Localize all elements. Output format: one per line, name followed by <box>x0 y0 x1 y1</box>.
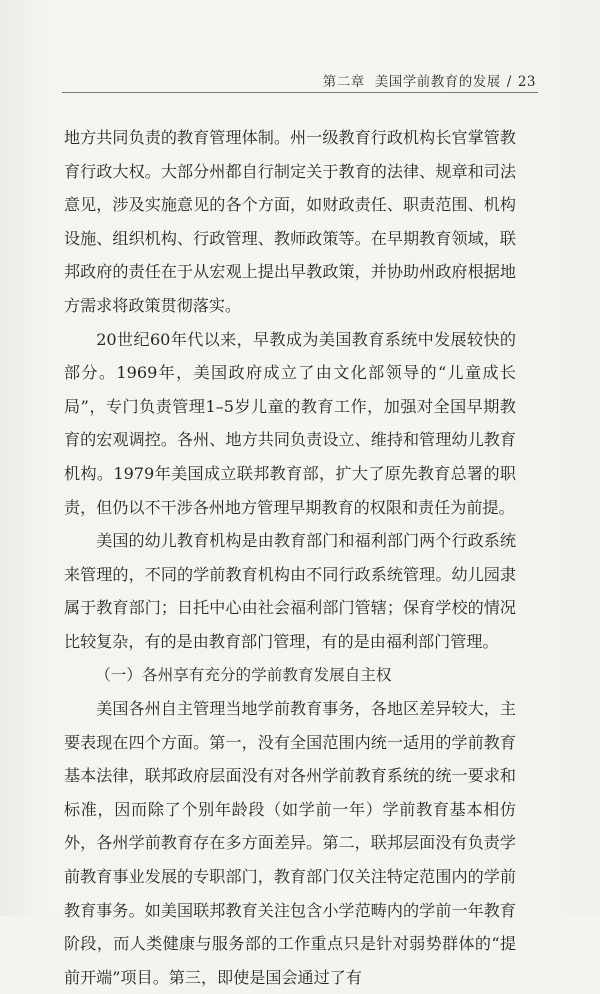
running-header <box>0 70 536 90</box>
header-rule <box>62 92 538 93</box>
paragraph-1: 地方共同负责的教育管理体制。州一级教育行政机构长官掌管教育行政大权。大部分州都自行制定关于教育的法律、规章和司法意见，涉及实施意见的各个方面，如财政责任、职责范围、机构设施、组织机构、行政管理、教师政策等。在早期教育领域，联邦政府的责任在于从宏观上提出早教政策，并协助州政府根据地方需求将政策贯彻落实。 <box>64 128 516 315</box>
body-text <box>64 121 516 994</box>
header-separator: / <box>506 74 512 90</box>
paragraph-3: 美国的幼儿教育机构是由教育部门和福利部门两个行政系统来管理的，不同的学前教育机构由不同行政系统管理。幼儿园隶属于教育部门；日托中心由社会福利部门管辖；保育学校的情况比较复杂，有的是由教育部门管理，有的是由福利部门管理。 <box>64 531 516 651</box>
section-heading: （一）各州享有充分的学前教育发展自主权 <box>95 665 392 684</box>
paragraph-2: 20世纪60年代以来，早教成为美国教育系统中发展较快的部分。1969年，美国政府成立了由文化部领导的“儿童成长局”，专门负责管理1–5岁儿童的教育工作，加强对全国早期教育的宏观调控。各州、地方共同负责设立、维持和管理幼儿教育机构。1979年美国成立联邦教育部，扩大了原先教育总署的职责，但仍以不干涉各州地方管理早期教育的权限和责任为前提。 <box>64 329 516 517</box>
chapter-label: 第二章 <box>322 74 365 90</box>
chapter-title: 美国学前教育的发展 <box>374 74 501 90</box>
section-paragraph: 美国各州自主管理当地学前教育事务，各地区差异较大，主要表现在四个方面。第一，没有全国范围内统一适用的学前教育基本法律，联邦政府层面没有对各州学前教育系统的统一要求和标准，因而除了个别年龄段（如学前一年）学前教育基本相仿外，各州学前教育存在多方面差异。第二，联邦层面没有负责学前教育事业发展的专职部门，教育部门仅关注特定范围内的学前教育事务。如美国联邦教育关注包含小学范畴内的学前一年教育阶段，而人类健康与服务部的工作重点只是针对弱势群体的“提前开端”项目。第三，即使是国会通过了有 <box>64 699 516 987</box>
page-number: 23 <box>517 74 536 90</box>
